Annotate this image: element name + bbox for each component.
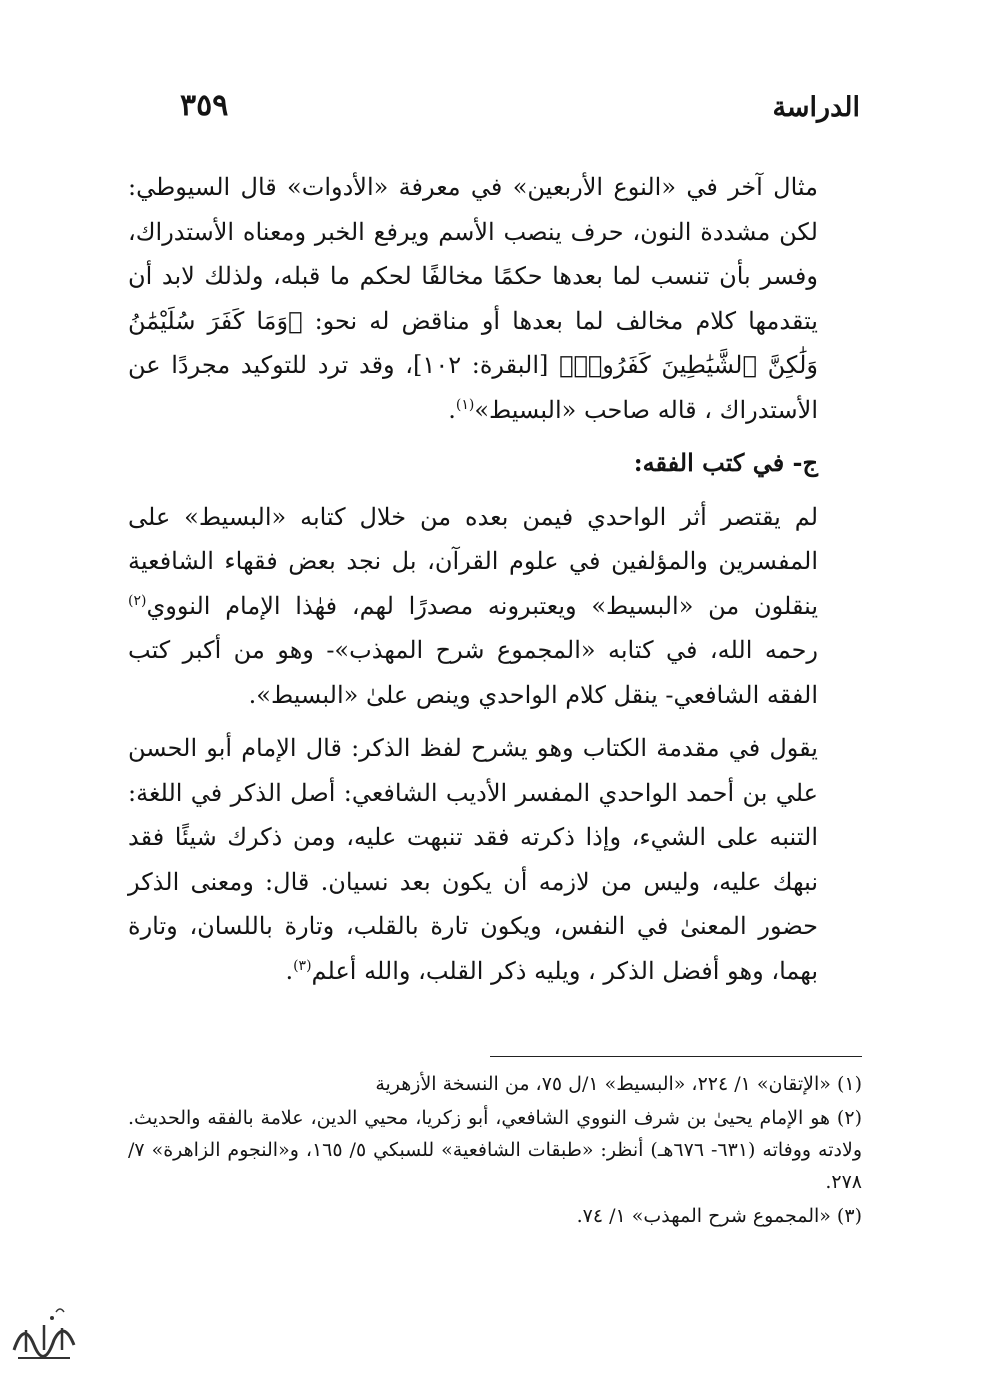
paragraph-2-text: لم يقتصر أثر الواحدي فيمن بعده من خلال كتابه «البسيط» على المفسرين والمؤلفين في علوم القرآن، بل نجد بعض فقهاء الشافعية ينقلون من «البسيط» ويعتبرونه مصدرًا لهم، فهٰذا الإمام النووي bbox=[128, 502, 819, 620]
main-text bbox=[128, 165, 862, 993]
paragraph-1 bbox=[128, 165, 862, 432]
paragraph-3 bbox=[128, 726, 862, 993]
paragraph-3-text: يقول في مقدمة الكتاب وهو يشرح لفظ الذكر: قال الإمام أبو الحسن علي بن أحمد الواحدي المفسر الأديب الشافعي: أصل الذكر في اللغة: التنبه على الشيء، وإذا ذكرته فقد تنبهت عليه، ومن ذكرك شيئًا فقد نبهك عليه، وليس من لازمه أن يكون بعد نسيان. قال: ومعنى الذكر حضور المعنىٰ في النفس، ويكون تارة بالقلب، وتارة باللسان، وتارة بهما، وهو أفضل الذكر ، ويليه ذكر القلب، والله أعلم bbox=[128, 734, 818, 985]
page-header bbox=[130, 88, 860, 136]
footnote-ref-1: (١) bbox=[455, 396, 475, 413]
publisher-logo bbox=[4, 1300, 84, 1370]
subheading: ج- في كتب الفقه: bbox=[633, 448, 818, 477]
footnote-ref-2: (٢) bbox=[128, 592, 147, 609]
paragraph-3-end: . bbox=[285, 956, 294, 985]
page-number: ٣٥٩ bbox=[180, 88, 229, 123]
paragraph-2-text-cont: رحمه الله، في كتابه «المجموع شرح المهذب»- وهو من أكبر كتب الفقه الشافعي- ينقل كلام الواحدي وينص علىٰ «البسيط». bbox=[128, 636, 818, 709]
quran-verse: ﴿وَمَا كَفَرَ سُلَيْمَٰنُ وَلَٰكِنَّ ٱلشَّيَٰطِينَ كَفَرُوا۟﴾ bbox=[128, 306, 818, 379]
paragraph-1-end: . bbox=[448, 395, 456, 424]
footnote-ref-3: (٣) bbox=[293, 957, 312, 974]
paragraph-1-text: مثال آخر في «النوع الأربعين» في معرفة «الأدوات» قال السيوطي: لكن مشددة النون، حرف ينصب الأسم ويرفع الخبر ومعناه الأستدراك، وفسر بأن تنسب لما بعدها حكمًا مخالفًا لحكم ما قبله، ولذلك لابد أن يتقدمها كلام مخالف لما بعدها أو مناقض له نحو: bbox=[128, 173, 818, 335]
footnote-3: (٣) «المجموع شرح المهذب» ١/ ٧٤. bbox=[576, 1205, 862, 1227]
paragraph-2 bbox=[128, 495, 862, 718]
footnotes bbox=[128, 1068, 862, 1234]
footnote-1: (١) «الإتقان» ١/ ٢٢٤، «البسيط» ١/ل ٧٥، من النسخة الأزهرية bbox=[375, 1073, 862, 1095]
paragraph-1-text-cont: [البقرة: ١٠٢]، وقد ترد للتوكيد مجردًا عن الأستدراك ، قاله صاحب «البسيط» bbox=[128, 351, 818, 424]
section-title: الدراسة bbox=[772, 92, 860, 123]
footnote-divider bbox=[490, 1056, 862, 1057]
footnote-2: (٢) هو الإمام يحيىٰ بن شرف النووي الشافعي، أبو زكريا، محيي الدين، علامة بالفقه والحديث. ولادته ووفاته (٦٣١- ٦٧٦هـ) أنظر: «طبقات الشافعية» للسبكي ٥/ ١٦٥، و«النجوم الزاهرة» ٧/ ٢٧٨. bbox=[128, 1107, 862, 1193]
